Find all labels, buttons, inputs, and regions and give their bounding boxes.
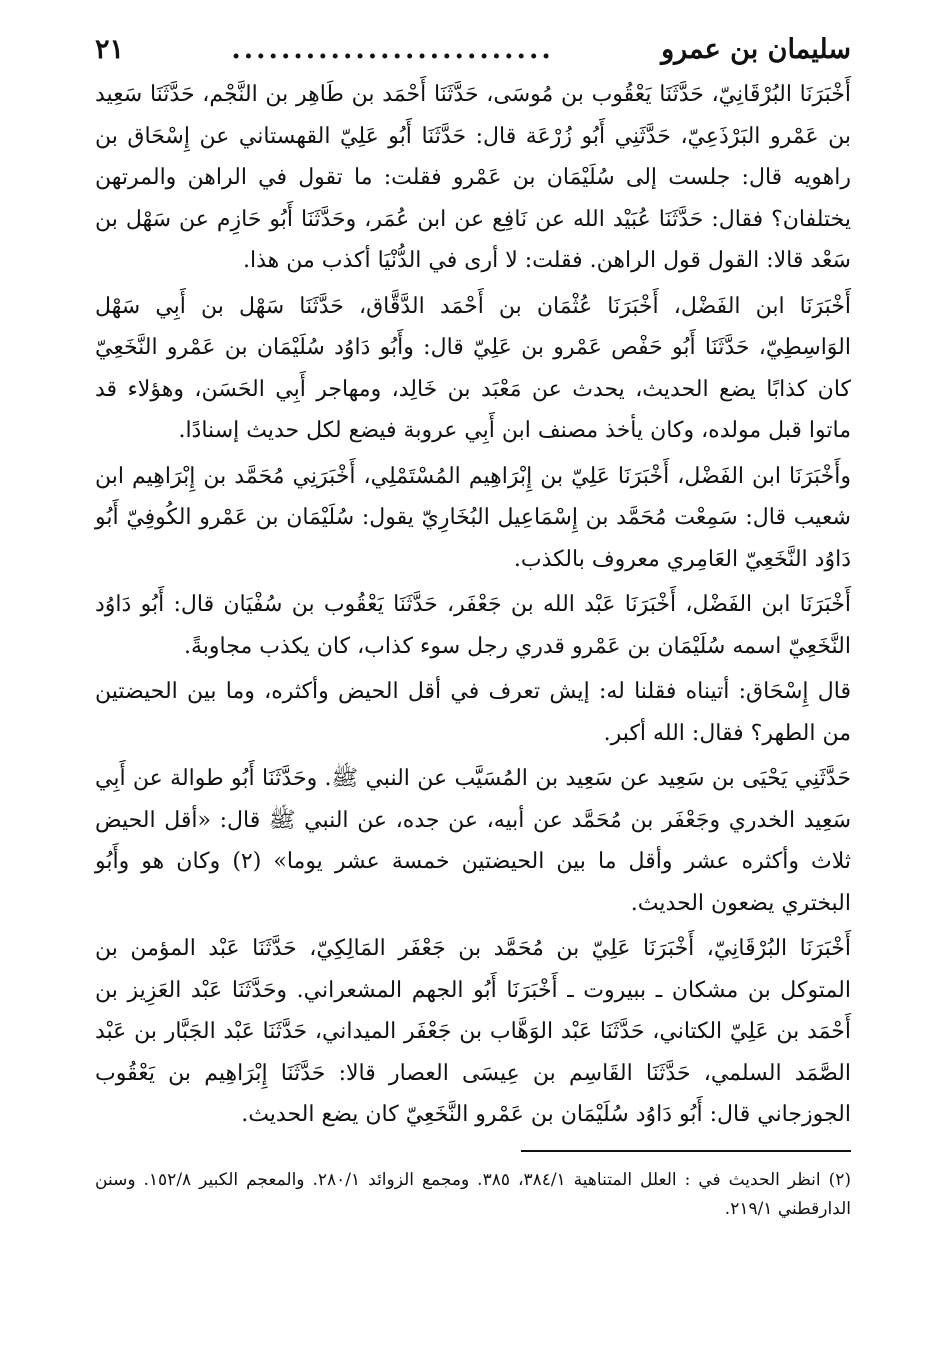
- paragraph-5: قال إِسْحَاق: أتيناه فقلنا له: إيش تعرف في أقل الحيض وأكثره، وما بين الحيضتين من الطهر؟ فقال: الله أكبر.: [95, 679, 851, 746]
- paragraph-3: وأَخْبَرَنَا ابن الفَضْل، أَخْبَرَنَا عَلِيّ بن إِبْرَاهِيم المُسْتَمْلِي، أَخْبَرَنِي مُحَمَّد بن إِبْرَاهِيم ابن شعيب قال: سَمِعْت مُحَمَّد بن إِسْمَاعِيل البُخَارِيّ يقول: سُلَيْمَان بن عَمْرو الكُوفِيّ أَبُو دَاوُد النَّخَعِيّ العَامِري معروف بالكذب.: [95, 463, 851, 572]
- header-leader-dots: ..........................: [231, 34, 554, 65]
- footnote-2: (٢) انظر الحديث في : العلل المتناهية ٣٨٤/١، ٣٨٥. ومجمع الزوائد ٢٨٠/١. والمعجم الكبير ١٥٢/٨. وسنن الدارقطني ٢١٩/١.: [95, 1169, 851, 1219]
- paragraph-4: أَخْبَرَنَا ابن الفَضْل، أَخْبَرَنَا عَبْد الله بن جَعْفَر، حَدَّثَنَا يَعْقُوب بن سُفْيَان قال: أَبُو دَاوُد النَّخَعِيّ اسمه سُلَيْمَان بن عَمْرو قدري رجل سوء كذاب، كان يكذب مجاوبةً.: [95, 592, 851, 659]
- footnotes: [95, 1166, 851, 1224]
- main-text: [95, 74, 851, 1136]
- paragraph-1: أَخْبَرَنَا البُرْقَانِيّ، حَدَّثَنَا يَعْقُوب بن مُوسَى، حَدَّثَنَا أَحْمَد بن طَاهِر بن النَّجْم، حَدَّثَنَا سَعِيد بن عَمْرو البَرْذَعِيّ، حَدَّثَنِي أَبُو زُرْعَة قال: حَدَّثَنَا أَبُو عَلِيّ القهستاني عن إِسْحَاق بن راهويه قال: جلست إلى سُلَيْمَان بن عَمْرو فقلت: ما تقول في الراهن والمرتهن يختلفان؟ فقال: حَدَّثَنَا عُبَيْد الله عن نَافِع عن ابن عُمَر، وحَدَّثَنَا أَبُو حَازِم عن سَهْل بن سَعْد قالا: القول قول الراهن. فقلت: لا أرى في الدُّنْيَا أكذب من هذا.: [95, 82, 851, 273]
- header-title: سليمان بن عمرو: [661, 34, 851, 65]
- paragraph-6: حَدَّثَنِي يَحْيَى بن سَعِيد عن سَعِيد بن المُسَيَّب عن النبي ﷺ. وحَدَّثَنَا أَبُو طوالة عن أَبِي سَعِيد الخدري وجَعْفَر بن مُحَمَّد عن أبيه، عن جده، عن النبي ﷺ قال: «أقل الحيض ثلاث وأكثره عشر وأقل ما بين الحيضتين خمسة عشر يوما» (٢) وكان هو وأَبُو البختري يضعون الحديث.: [95, 766, 851, 916]
- paragraph-2: أَخْبَرَنَا ابن الفَضْل، أَخْبَرَنَا عُثْمَان بن أَحْمَد الدَّقَّاق، حَدَّثَنَا سَهْل بن أَبِي سَهْل الوَاسِطِيّ، حَدَّثَنَا أَبُو حَفْص عَمْرو بن عَلِيّ قال: وأَبُو دَاوُد سُلَيْمَان بن عَمْرو النَّخَعِيّ كان كذابًا يضع الحديث، يحدث عن مَعْبَد بن خَالِد، ومهاجر أَبِي الحَسَن، وهؤلاء قد ماتوا قبل مولده، وكان يأخذ مصنف ابن أَبِي عروبة فيضع لكل حديث إسنادًا.: [95, 293, 851, 443]
- running-header: [95, 30, 851, 70]
- page-number: ٢١: [95, 34, 125, 65]
- footnote-divider: [521, 1150, 851, 1152]
- paragraph-7: أَخْبَرَنَا البُرْقَانِيّ، أَخْبَرَنَا عَلِيّ بن مُحَمَّد بن جَعْفَر المَالِكِيّ، حَدَّثَنَا عَبْد المؤمن بن المتوكل بن مشكان ـ ببيروت ـ أَخْبَرَنَا أَبُو الجهم المشعراني. وحَدَّثَنَا عَبْد العَزِيز بن أَحْمَد بن عَلِيّ الكتاني، حَدَّثَنَا عَبْد الوَهَّاب بن جَعْفَر الميداني، حَدَّثَنَا عَبْد الجَبَّار بن عَبْد الصَّمَد السلمي، حَدَّثَنَا القَاسِم بن عِيسَى العصار قالا: حَدَّثَنَا إِبْرَاهِيم بن يَعْقُوب الجوزجاني قال: أَبُو دَاوُد سُلَيْمَان بن عَمْرو النَّخَعِيّ كان يضع الحديث.: [95, 936, 851, 1127]
